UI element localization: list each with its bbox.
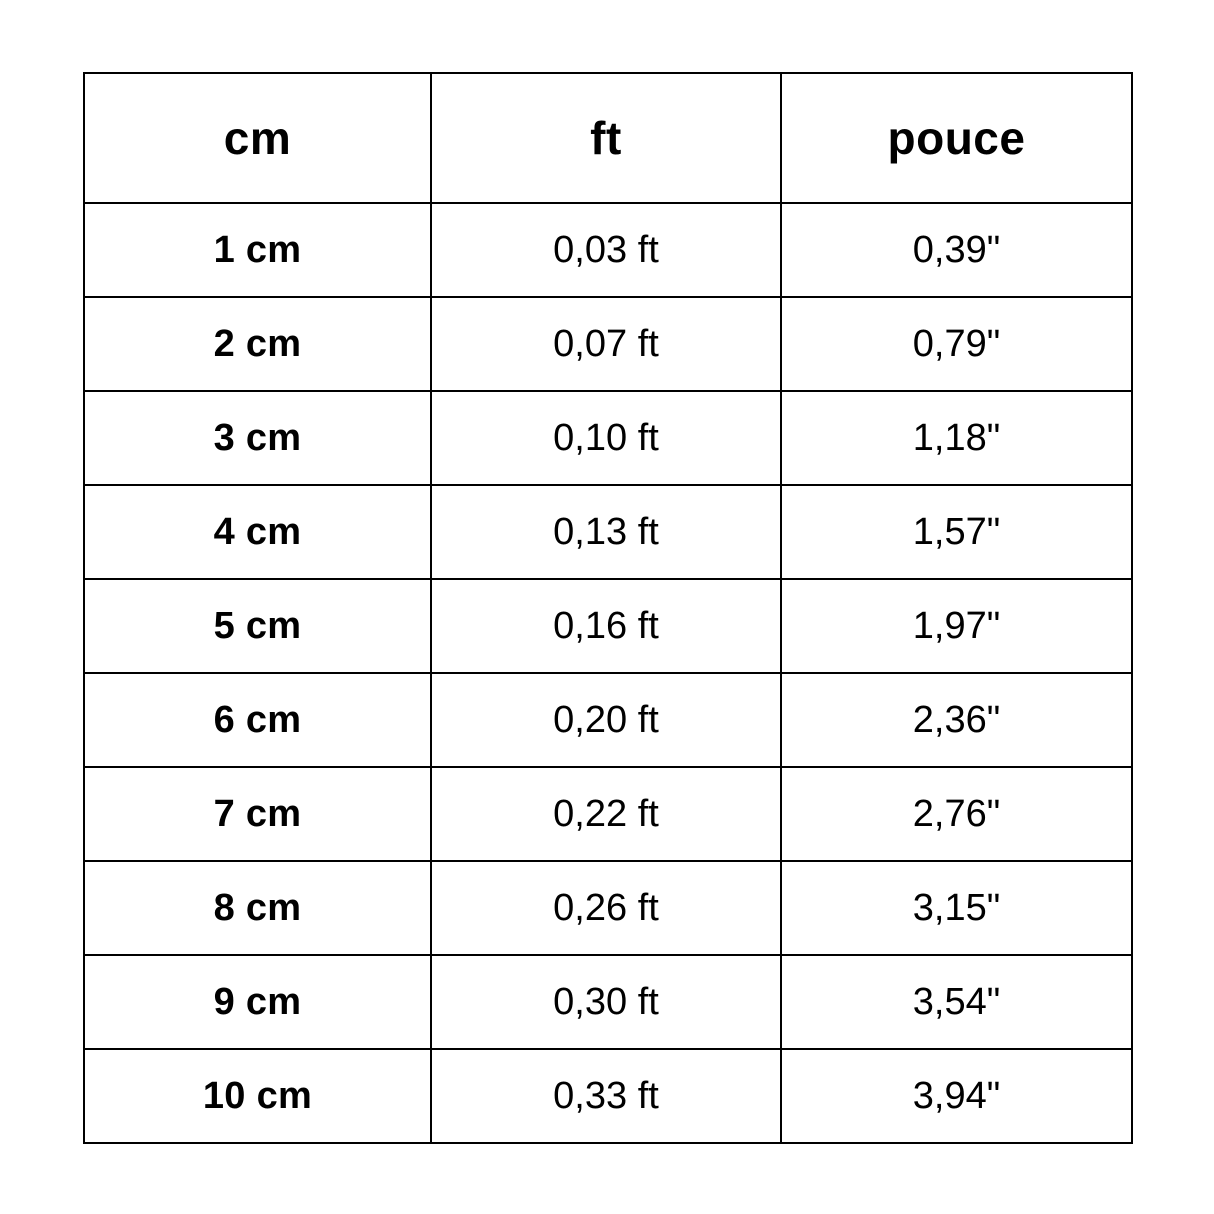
cell-cm: 4 cm — [84, 485, 431, 579]
cell-pouce: 0,79" — [781, 297, 1132, 391]
cell-ft: 0,16 ft — [431, 579, 781, 673]
cell-cm: 2 cm — [84, 297, 431, 391]
cell-ft: 0,10 ft — [431, 391, 781, 485]
cell-cm: 1 cm — [84, 203, 431, 297]
column-header-pouce: pouce — [781, 73, 1132, 203]
cell-pouce: 1,18" — [781, 391, 1132, 485]
cell-ft: 0,13 ft — [431, 485, 781, 579]
table-row — [84, 203, 1132, 297]
cell-ft: 0,20 ft — [431, 673, 781, 767]
column-header-cm: cm — [84, 73, 431, 203]
table-row — [84, 297, 1132, 391]
table-row — [84, 861, 1132, 955]
table-row — [84, 391, 1132, 485]
cell-cm: 3 cm — [84, 391, 431, 485]
table-container — [83, 72, 1131, 1142]
table-header — [84, 73, 1132, 203]
table-header-row — [84, 73, 1132, 203]
cell-cm: 6 cm — [84, 673, 431, 767]
cell-ft: 0,22 ft — [431, 767, 781, 861]
cell-ft: 0,07 ft — [431, 297, 781, 391]
cell-pouce: 2,76" — [781, 767, 1132, 861]
cell-cm: 8 cm — [84, 861, 431, 955]
cell-pouce: 3,15" — [781, 861, 1132, 955]
cell-cm: 5 cm — [84, 579, 431, 673]
cell-ft: 0,30 ft — [431, 955, 781, 1049]
cell-cm: 10 cm — [84, 1049, 431, 1143]
cm-to-ft-inch-table — [83, 72, 1133, 1144]
table-row — [84, 1049, 1132, 1143]
cell-cm: 7 cm — [84, 767, 431, 861]
table-row — [84, 955, 1132, 1049]
cell-ft: 0,26 ft — [431, 861, 781, 955]
column-header-ft: ft — [431, 73, 781, 203]
table-row — [84, 767, 1132, 861]
table-body — [84, 203, 1132, 1143]
cell-pouce: 3,54" — [781, 955, 1132, 1049]
cell-pouce: 1,57" — [781, 485, 1132, 579]
cell-pouce: 0,39" — [781, 203, 1132, 297]
cell-cm: 9 cm — [84, 955, 431, 1049]
cell-pouce: 2,36" — [781, 673, 1132, 767]
cell-pouce: 3,94" — [781, 1049, 1132, 1143]
table-row — [84, 579, 1132, 673]
cell-pouce: 1,97" — [781, 579, 1132, 673]
cell-ft: 0,03 ft — [431, 203, 781, 297]
table-row — [84, 673, 1132, 767]
cell-ft: 0,33 ft — [431, 1049, 781, 1143]
table-row — [84, 485, 1132, 579]
